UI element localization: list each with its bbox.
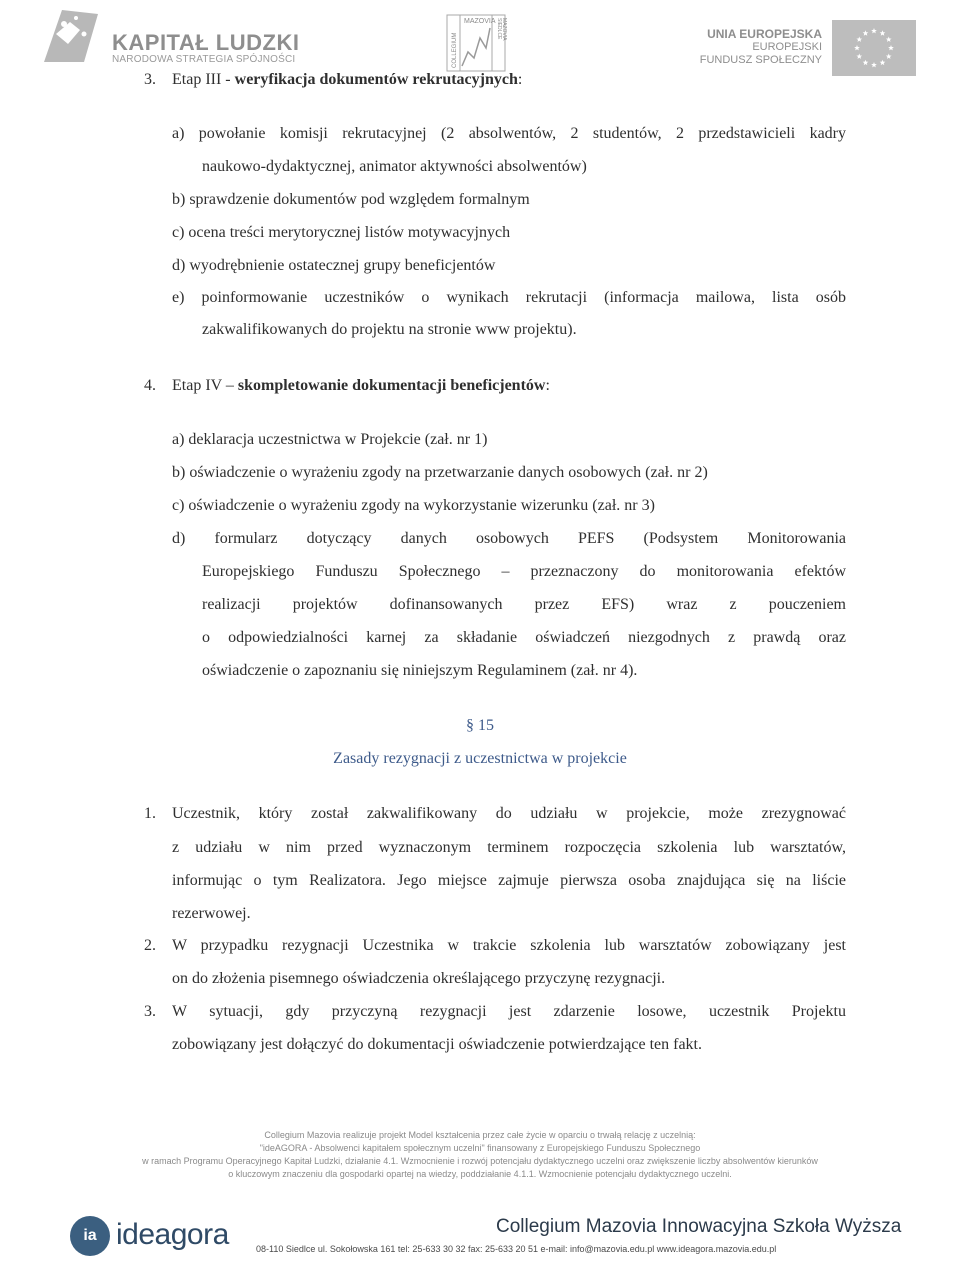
- footer-note-line-4: o kluczowym znaczeniu dla gospodarki opartej na wiedzy, poddziałanie 4.1.1. Wzmocnienie potencjału dydaktycznego uczelni.: [228, 1169, 732, 1179]
- stage-4-heading: [172, 376, 550, 396]
- stage-4-item-a: a) deklaracja uczestnictwa w Projekcie (zał. nr 1): [172, 431, 488, 448]
- ideagora-logo-icon: ia: [70, 1216, 110, 1256]
- point-1-line-3: informując o tym Realizatora. Jego miejsce zajmuje pierwsza osoba znajdująca się na liście: [172, 872, 846, 889]
- section-title: Zasady rezygnacji z uczestnictwa w projekcie: [333, 750, 627, 767]
- eu-flag-icon: [832, 20, 916, 76]
- stage-4-item-b: b) oświadczenie o wyrażeniu zgody na przetwarzanie danych osobowych (zał. nr 2): [172, 464, 708, 481]
- stage-4-item-d-cont-1: Europejskiego Funduszu Społecznego – przeznaczony do monitorowania efektów: [202, 563, 846, 580]
- eu-line-1: UNIA EUROPEJSKA: [707, 27, 822, 41]
- point-3-line-1: W sytuacji, gdy przyczyną rezygnacji jest zdarzenie losowe, uczestnik Projektu: [172, 1003, 846, 1020]
- stage-4-item-d: d) formularz dotyczący danych osobowych PEFS (Podsystem Monitorowania: [172, 530, 846, 547]
- point-2-number: 2.: [144, 937, 156, 954]
- section-heading: § 15: [466, 717, 494, 734]
- svg-text:SIEDLCE: SIEDLCE: [496, 18, 502, 40]
- eu-text-block: [700, 28, 822, 67]
- stage-4-prefix: Etap IV –: [172, 377, 238, 394]
- footer-note-line-3: w ramach Programu Operacyjnego Kapitał Ludzki, działanie 4.1. Wzmocnienie i rozwój potencjału dydaktycznego uczelni oraz zwiększenie liczby absolwentów kierunków: [142, 1156, 818, 1166]
- eu-line-3: FUNDUSZ SPOŁECZNY: [699, 54, 822, 66]
- stage-3-item-e-cont: zakwalifikowanych do projektu na stronie www projektu).: [202, 321, 577, 338]
- kapital-ludzki-title: KAPITAŁ LUDZKI: [112, 30, 300, 55]
- stage-3-item-b: b) sprawdzenie dokumentów pod względem formalnym: [172, 191, 530, 208]
- collegium-mazovia-logo: [446, 14, 506, 72]
- stage-4-title: skompletowanie dokumentacji beneficjentów: [237, 377, 546, 394]
- stage-3-suffix: :: [517, 71, 523, 88]
- svg-text:MAZOVIA: MAZOVIA: [464, 18, 496, 25]
- stage-3-title: weryfikacja dokumentów rekrutacyjnych: [234, 71, 518, 88]
- svg-text:COLLEGIUM: COLLEGIUM: [452, 32, 458, 68]
- kapital-ludzki-subtitle: NARODOWA STRATEGIA SPÓJNOŚCI: [112, 54, 296, 65]
- point-1-line-2: z udziału w nim przed wyznaczonym terminem rozpoczęcia szkolenia lub warsztatów,: [172, 839, 846, 856]
- stage-4-number: 4.: [144, 377, 156, 394]
- stage-4-item-d-cont-3: o odpowiedzialności karnej za składanie oświadczeń niezgodnych z prawdą oraz: [202, 629, 846, 646]
- svg-text:MAZOVIA: MAZOVIA: [501, 18, 507, 41]
- stage-3-number: 3.: [144, 71, 156, 88]
- stage-4-item-d-cont-2: realizacji projektów dofinansowanych przez EFS) wraz z pouczeniem: [202, 596, 846, 613]
- footer-note-line-2: "ideAGORA - Absolwenci kapitałem społecznym uczelni" finansowany z Europejskiego Funduszu Społecznego: [259, 1143, 701, 1153]
- stage-3-item-a-cont: naukowo-dydaktycznej, animator aktywności absolwentów): [202, 158, 587, 175]
- ideagora-logo-text: ideagora: [116, 1218, 229, 1251]
- stage-4-suffix: :: [545, 377, 550, 394]
- stage-3-item-d: d) wyodrębnienie ostatecznej grupy beneficjentów: [172, 257, 496, 274]
- stage-3-item-e: e) poinformowanie uczestników o wynikach rekrutacji (informacja mailowa, lista osób: [172, 289, 846, 306]
- stage-4-item-d-cont-4: oświadczenie o zapoznaniu się niniejszym Regulaminem (zał. nr 4).: [202, 662, 638, 679]
- stage-4-item-c: c) oświadczenie o wyrażeniu zgody na wykorzystanie wizerunku (zał. nr 3): [172, 497, 655, 514]
- eu-line-2: EUROPEJSKI: [752, 41, 822, 53]
- page-header: [0, 0, 960, 80]
- kapital-ludzki-logo: [40, 4, 102, 66]
- point-3-number: 3.: [144, 1003, 156, 1020]
- stage-3-item-c: c) ocena treści merytorycznej listów motywacyjnych: [172, 224, 511, 241]
- college-name: Collegium Mazovia Innowacyjna Szkoła Wyższa: [496, 1216, 902, 1237]
- stage-3-prefix: Etap III -: [172, 71, 235, 88]
- college-address: 08-110 Siedlce ul. Sokołowska 161 tel: 25-633 30 32 fax: 25-633 20 51 e-mail: info@mazovia.edu.pl www.ideagora.mazovia.edu.pl: [256, 1244, 777, 1254]
- footer-note-line-1: Collegium Mazovia realizuje projekt Model kształcenia przez całe życie w oparciu o trwałą relację z uczelnią:: [264, 1130, 696, 1140]
- point-2-line-2: on do złożenia pisemnego oświadczenia określającego przyczynę rezygnacji.: [172, 970, 666, 987]
- point-2-line-1: W przypadku rezygnacji Uczestnika w trakcie szkolenia lub warsztatów zobowiązany jest: [172, 937, 846, 954]
- stage-3-item-a: a) powołanie komisji rekrutacyjnej (2 absolwentów, 2 studentów, 2 przedstawicieli kadry: [172, 125, 846, 142]
- point-1-number: 1.: [144, 805, 156, 822]
- point-1-line-1: Uczestnik, który został zakwalifikowany do udziału w projekcie, może zrezygnować: [172, 805, 846, 822]
- point-1-line-4: rezerwowej.: [172, 905, 251, 922]
- point-3-line-2: zobowiązany jest dołączyć do dokumentacji oświadczenie potwierdzające ten fakt.: [172, 1036, 702, 1053]
- stage-3-heading: [172, 70, 522, 90]
